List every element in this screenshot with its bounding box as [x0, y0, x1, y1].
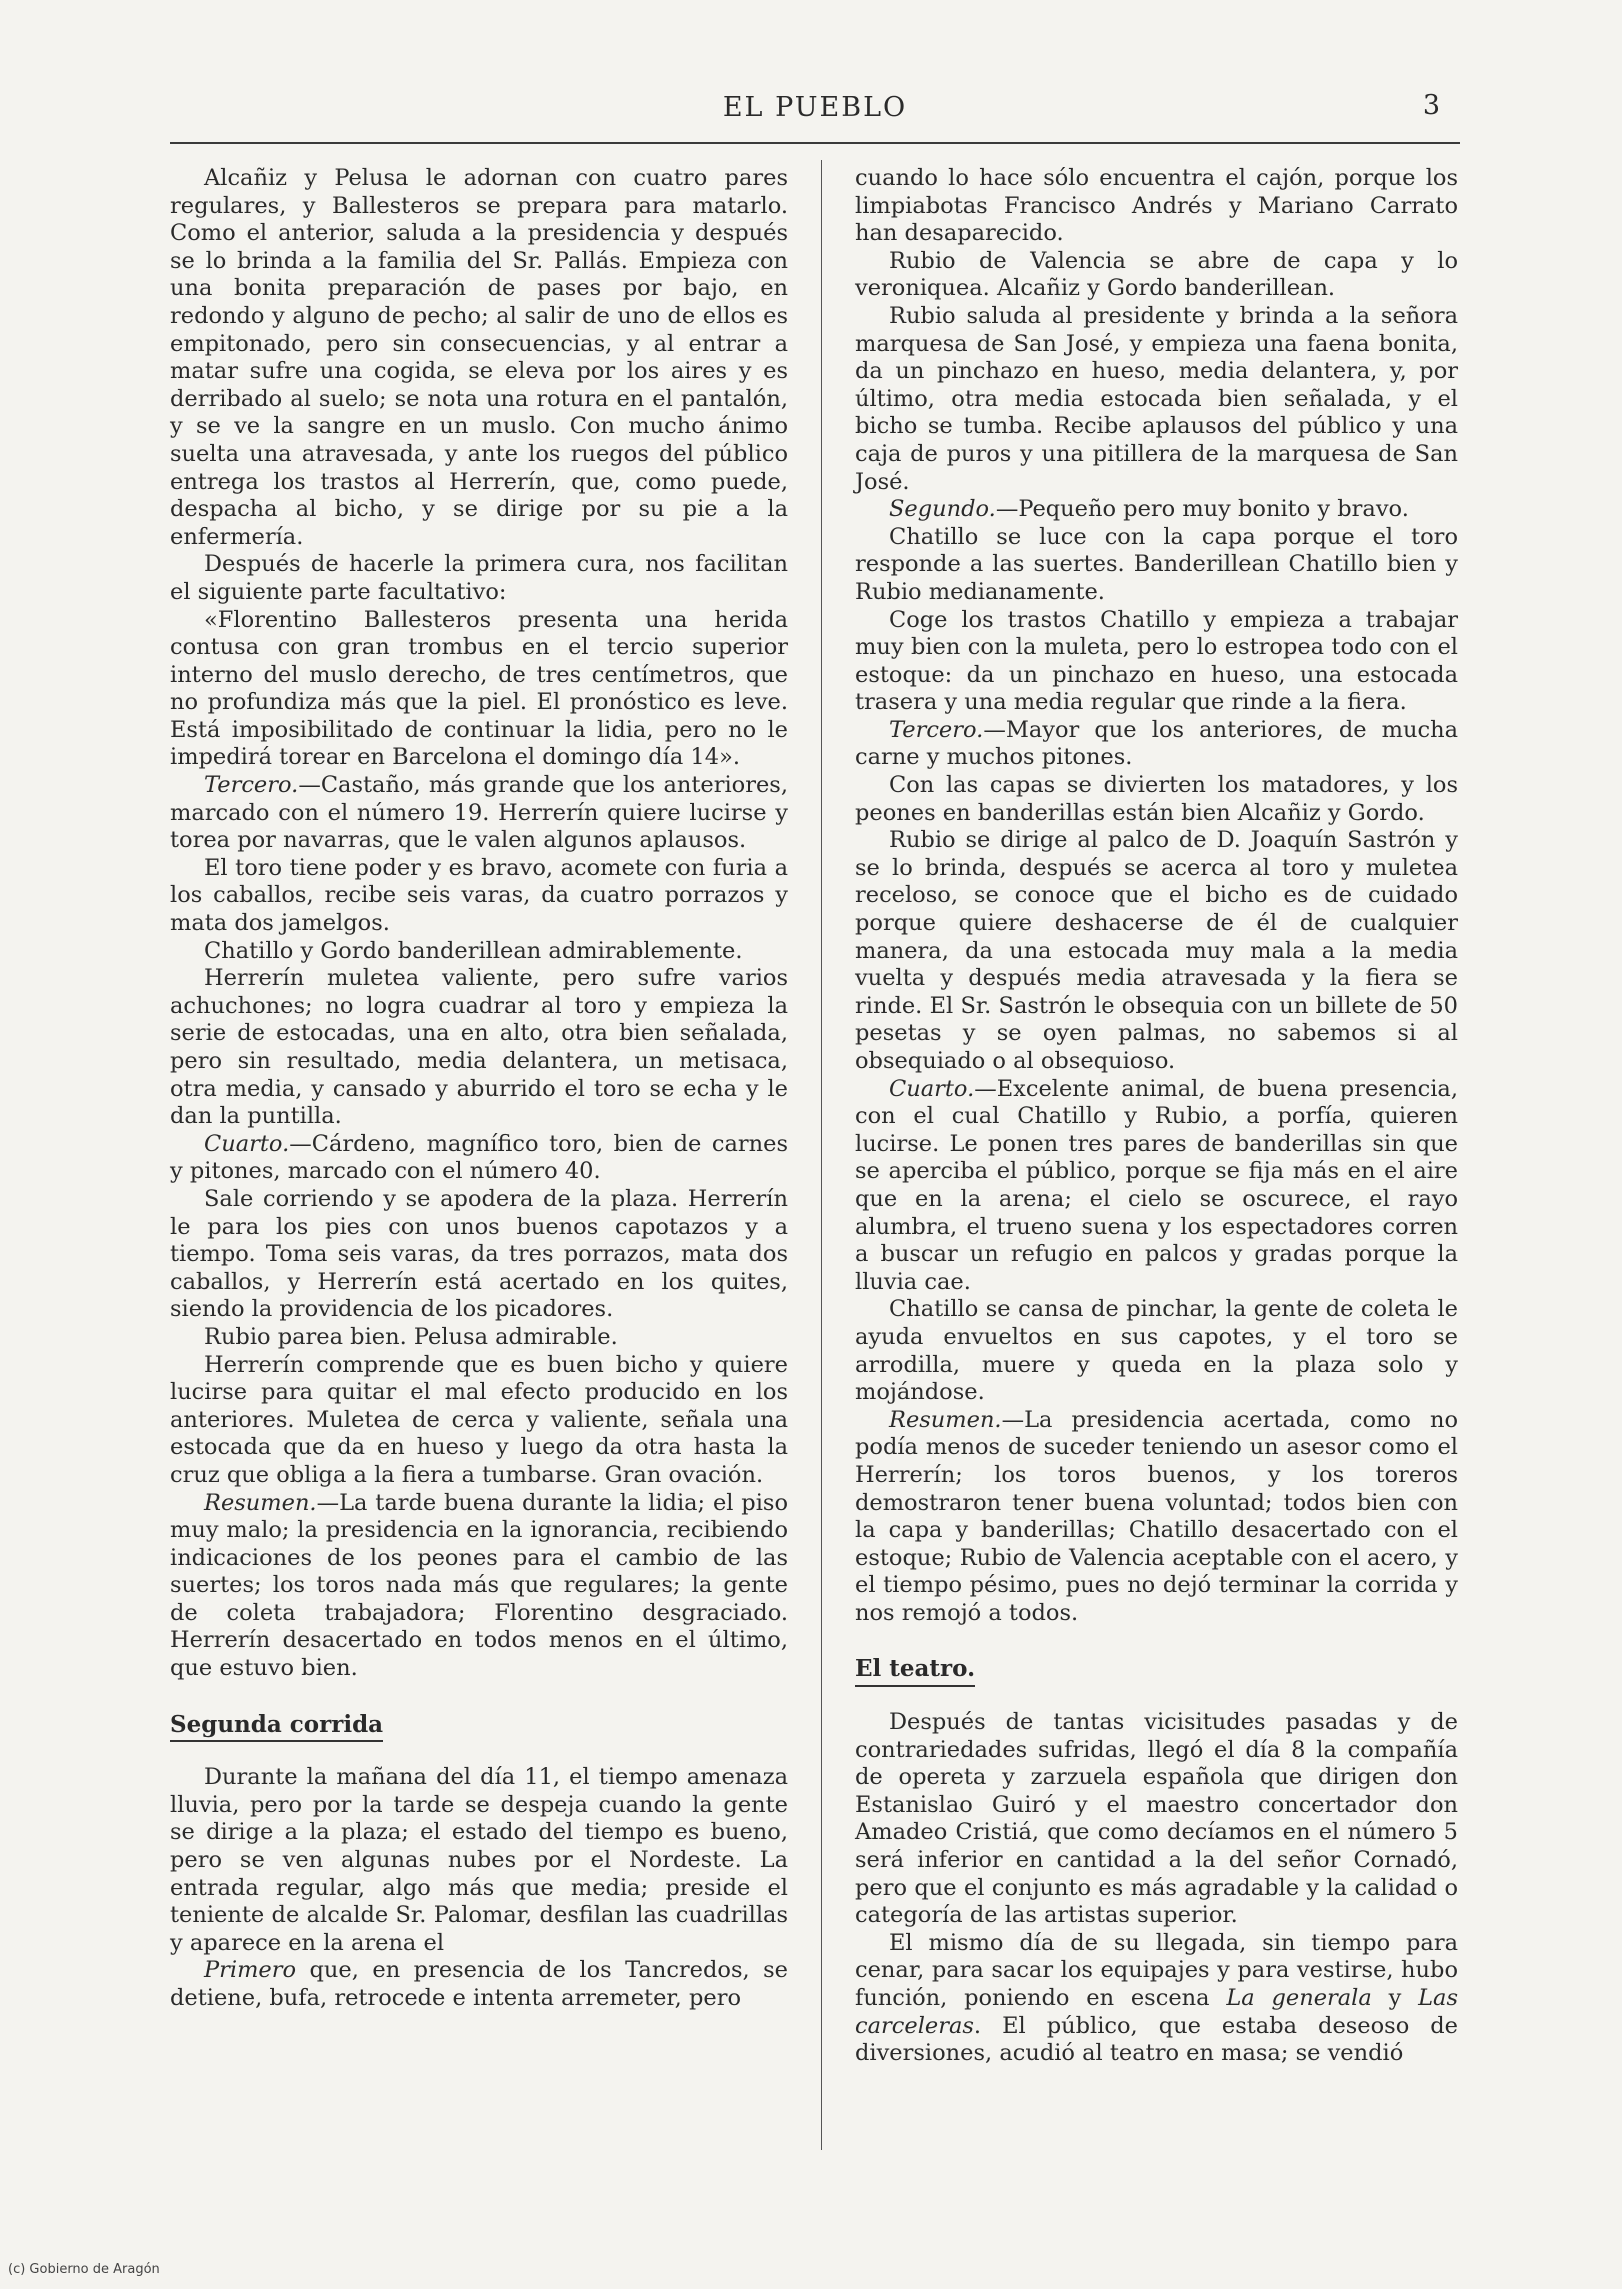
bull-label: Tercero.	[889, 716, 984, 743]
section-heading-segunda-corrida: Segunda corrida	[170, 1711, 383, 1743]
paragraph-text: El mismo día de su llegada, sin tiempo para cenar, para sacar los equipajes y para vestirse, hubo función, poniendo en escena	[855, 1929, 1458, 2011]
paragraph	[855, 717, 1458, 772]
page-number: 3	[1422, 90, 1440, 121]
paragraph	[170, 1957, 788, 2012]
paragraph-text: —Cárdeno, magnífico toro, bien de carnes y pitones, marcado con el número 40.	[170, 1130, 788, 1185]
paragraph-text: —Castaño, más grande que los anteriores, marcado con el número 19. Herrerín quiere lucirse y torea por navarras, que le valen algunos aplausos.	[170, 772, 788, 854]
paragraph: Rubio de Valencia se abre de capa y lo veroniquea. Alcañiz y Gordo banderillean.	[855, 247, 1458, 302]
paragraph	[855, 1930, 1458, 2068]
paragraph	[855, 1407, 1458, 1628]
paragraph	[170, 772, 788, 855]
summary-label: Resumen.	[889, 1406, 1002, 1433]
paragraph: Durante la mañana del día 11, el tiempo amenaza lluvia, pero por la tarde se despeja cuando la gente se dirige a la plaza; el estado del tiempo es bueno, pero se ven algunas nubes por el Nordeste. La entrada regular, algo más que media; preside el teniente de alcalde Sr. Palomar, desfilan las cuadrillas y aparece en la arena el	[170, 1764, 788, 1956]
paragraph: Después de tantas vicisitudes pasadas y de contrariedades sufridas, llegó el día 8 la compañía de opereta y zarzuela española que dirigen don Estanislao Guiró y el maestro concertador don Amadeo Cristiá, que como decíamos en el número 5 será inferior en cantidad a la del señor Cornadó, pero que el conjunto es más agradable y la calidad o categoría de las artistas superior.	[855, 1709, 1458, 1929]
paragraph: Coge los trastos Chatillo y empieza a trabajar muy bien con la muleta, pero lo estropea todo con el estoque: da un pinchazo en hueso, una estocada trasera y una media regular que rinde a la fiera.	[855, 606, 1458, 716]
paragraph: Herrerín comprende que es buen bicho y quiere lucirse para quitar el mal efecto producido en los anteriores. Muletea de cerca y valiente, señala una estocada que da en hueso y luego da otra hasta la cruz que obliga a la fiera a tumbarse. Gran ovación.	[170, 1351, 788, 1488]
play-title: La generala	[1226, 1985, 1372, 2011]
paragraph: Alcañiz y Pelusa le adornan con cuatro pares regulares, y Ballesteros se prepara para matarlo. Como el anterior, saluda a la presidencia y después se lo brinda a la familia del Sr. Pallás. Empieza con una bonita preparación de pases por bajo, en redondo y alguno de pecho; al salir de uno de ellos es empitonado, pero sin consecuencias, y al entrar a matar sufre una cogida, se eleva por los aires y es derribado al suelo; se nota una rotura en el pantalón, y se ve la sangre en un muslo. Con mucho ánimo suelta una atravesada, y ante los ruegos del público entrega los trastos al Herrerín, que, como puede, despacha al bicho, y se dirige por su pie a la enfermería.	[170, 165, 788, 550]
newspaper-title: EL PUEBLO	[722, 92, 908, 123]
paragraph-text: —Mayor que los anteriores, de mucha carne y muchos pitones.	[855, 716, 1458, 771]
right-column	[855, 165, 1458, 2068]
paragraph: Rubio saluda al presidente y brinda a la señora marquesa de San José, y empieza una faena bonita, da un pinchazo en hueso, media delantera, y, por último, otra media estocada bien señalada, y el bicho se tumba. Recibe aplausos del público y una caja de puros y una pitillera de la marquesa de San José.	[855, 302, 1458, 495]
paragraph: Rubio se dirige al palco de D. Joaquín Sastrón y se lo brinda, después se acerca al toro y muletea receloso, se conoce que el bicho es de cuidado porque quiere deshacerse de él de cualquier manera, da una estocada muy mala a la media vuelta y después media atravesada y la fiera se rinde. El Sr. Sastrón le obsequia con un billete de 50 pesetas y se oyen palmas, no sabemos si al obsequiado o al obsequioso.	[855, 827, 1458, 1074]
left-column	[170, 165, 788, 2013]
paragraph	[855, 496, 1458, 524]
copyright-credit: (c) Gobierno de Aragón	[8, 2262, 160, 2277]
paragraph-text: que, en presencia de los Tancredos, se detiene, bufa, retrocede e intenta arremeter, pero	[170, 1957, 788, 2011]
paragraph: Con las capas se divierten los matadores, y los peones en banderillas están bien Alcañiz y Gordo.	[855, 772, 1458, 826]
bull-label: Primero	[204, 1957, 297, 1984]
paragraph-text: —La presidencia acertada, como no podía menos de suceder teniendo un asesor como el Herrerín; los toros buenos, y los toreros demostraron tener buena voluntad; todos bien con la capa y banderillas; Chatillo desacertado con el estoque; Rubio de Valencia aceptable con el acero, y el tiempo pésimo, pues no dejó terminar la corrida y nos remojó a todos.	[855, 1406, 1458, 1626]
summary-label: Resumen.	[204, 1489, 317, 1516]
paragraph-text: y	[1371, 1985, 1419, 2011]
page-header	[170, 92, 1460, 144]
bull-label: Cuarto.	[204, 1130, 290, 1157]
paragraph: Chatillo y Gordo banderillean admirablemente.	[204, 937, 743, 964]
paragraph	[170, 1131, 788, 1186]
paragraph: Sale corriendo y se apodera de la plaza. Herrerín le para los pies con unos buenos capotazos y a tiempo. Toma seis varas, da tres porrazos, mata dos caballos, y Herrerín está acertado en los quites, siendo la providencia de los picadores.	[170, 1185, 788, 1323]
paragraph: Rubio parea bien. Pelusa admirable.	[204, 1323, 618, 1350]
paragraph: El toro tiene poder y es bravo, acomete con furia a los caballos, recibe seis varas, da cuatro porrazos y mata dos jamelgos.	[170, 854, 788, 937]
paragraph	[855, 1076, 1458, 1297]
paragraph	[170, 1490, 788, 1683]
column-divider	[821, 160, 822, 2150]
play-title: Las carceleras	[855, 1985, 1458, 2039]
section-heading-el-teatro: El teatro.	[855, 1655, 975, 1687]
paragraph: Chatillo se cansa de pinchar, la gente de coleta le ayuda envueltos en sus capotes, y el toro se arrodilla, muere y queda en la plaza solo y mojándose.	[855, 1296, 1458, 1406]
paragraph-text: . El público, que estaba deseoso de diversiones, acudió al teatro en masa; se vendió	[855, 2012, 1458, 2067]
bull-label: Tercero.	[204, 772, 299, 799]
paragraph: Chatillo se luce con la capa porque el toro responde a las suertes. Banderillean Chatillo bien y Rubio medianamente.	[855, 523, 1458, 605]
paragraph-text: —Excelente animal, de buena presencia, con el cual Chatillo y Rubio, a porfía, quieren lucirse. Le ponen tres pares de banderillas sin que se aperciba el público, porque se fija más en el aire que en la arena; el cielo se oscurece, el rayo alumbra, el trueno suena y los espectadores corren a buscar un refugio en palcos y gradas porque la lluvia cae.	[855, 1075, 1458, 1295]
paragraph-text: —Pequeño pero muy bonito y bravo.	[995, 496, 1409, 523]
paragraph: «Florentino Ballesteros presenta una herida contusa con gran trombus en el tercio superior interno del muslo derecho, de tres centímetros, que no profundiza más que la piel. El pronóstico es leve. Está imposibilitado de continuar la lidia, pero no le impedirá torear en Barcelona el domingo día 14».	[170, 606, 788, 771]
paragraph-text: —La tarde buena durante la lidia; el piso muy malo; la presidencia en la ignorancia, recibiendo indicaciones de los peones para el cambio de las suertes; los toros nada más que regulares; la gente de coleta trabajadora; Florentino desgraciado. Herrerín desacertado en todos menos en el último, que estuvo bien.	[170, 1489, 788, 1682]
paragraph: cuando lo hace sólo encuentra el cajón, porque los limpiabotas Francisco Andrés y Mariano Carrato han desaparecido.	[855, 165, 1458, 247]
paragraph: Después de hacerle la primera cura, nos facilitan el siguiente parte facultativo:	[170, 551, 788, 605]
paragraph: Herrerín muletea valiente, pero sufre varios achuchones; no logra cuadrar al toro y empieza la serie de estocadas, una en alto, otra bien señalada, pero sin resultado, media delantera, un metisaca, otra media, y cansado y aburrido el toro se echa y le dan la puntilla.	[170, 965, 788, 1130]
bull-label: Segundo.	[889, 496, 996, 523]
bull-label: Cuarto.	[889, 1075, 975, 1102]
